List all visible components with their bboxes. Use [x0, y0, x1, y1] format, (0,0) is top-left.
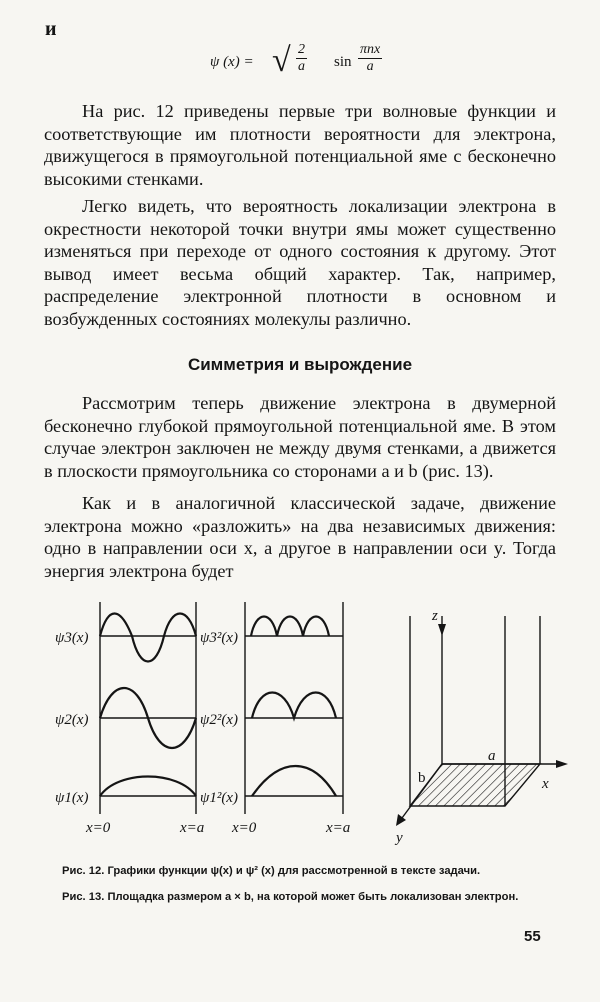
psisq1-curve	[252, 766, 336, 796]
caption-fig13: Рис. 13. Площадка размером a × b, на которой может быть локализован электрон.	[62, 891, 519, 903]
sqrt-symbol: √	[272, 42, 291, 79]
sqrt-numerator: 2	[298, 42, 305, 57]
paragraph-4: Как и в аналогичной классической задаче, движение электрона можно «разложить» на два независимых движения: одно в направлении оси x, а другое в направлении оси y. Тогда энергия электрона будет	[44, 493, 556, 581]
psi3-curve	[100, 614, 196, 662]
figures	[0, 596, 600, 846]
leading-word: и	[45, 18, 57, 40]
label-xa-left: x=a	[180, 820, 205, 836]
arg-denominator: a	[366, 59, 374, 74]
rectangle-area	[410, 764, 540, 806]
label-x0-right: x=0	[232, 820, 257, 836]
label-psi1: ψ1(x)	[55, 790, 89, 806]
label-psisq3: ψ3²(x)	[200, 630, 238, 646]
label-z-axis: z	[432, 608, 438, 624]
label-psisq1: ψ1²(x)	[200, 790, 238, 806]
label-psi3: ψ3(x)	[55, 630, 89, 646]
label-y-axis: y	[396, 830, 403, 846]
label-b: b	[418, 770, 426, 786]
caption-fig12: Рис. 12. Графики функции ψ(x) и ψ² (x) для рассмотренной в тексте задачи.	[62, 865, 481, 877]
label-psi2: ψ2(x)	[55, 712, 89, 728]
label-a: a	[488, 748, 496, 764]
paragraph-3: Рассмотрим теперь движение электрона в двумерной бесконечно глубокой прямоугольной потенциальной яме. В этом случае электрон заключен не между двумя стенками, а движется в плоскости прямоугольника со сторонами a и b (рис. 13).	[44, 393, 556, 481]
label-x0-left: x=0	[86, 820, 111, 836]
sin-argument	[358, 42, 382, 75]
sqrt-fraction	[296, 42, 307, 75]
label-xa-right: x=a	[326, 820, 351, 836]
formula-lhs: ψ (x) =	[210, 54, 254, 70]
arg-numerator: πnx	[360, 42, 381, 57]
sin-function: sin	[334, 54, 352, 70]
section-heading: Симметрия и вырождение	[187, 355, 413, 374]
page-number: 55	[524, 928, 541, 945]
wavefunction-formula	[210, 38, 410, 86]
label-x-axis: x	[542, 776, 549, 792]
paragraph-1: На рис. 12 приведены первые три волновые функции и соответствующие им плотности вероятности для электрона, движущегося в прямоугольной потенциальной яме с бесконечно высокими стенками.	[44, 101, 556, 189]
paragraph-2: Легко видеть, что вероятность локализации электрона в окрестности некоторой точки внутри ямы может существенно изменяться при переходе от одного состояния к другому. Этот вывод имеет весьма общий характер. Так, например, распределение электронной плотности в основном и возбужденных состояниях молекулы различно.	[44, 196, 556, 329]
psisq3-curve	[251, 617, 329, 637]
label-psisq2: ψ2²(x)	[200, 712, 238, 728]
z-arrow-icon	[438, 624, 446, 636]
psisq2-curve	[252, 693, 336, 719]
psi1-curve	[100, 777, 196, 797]
x-arrow-icon	[556, 760, 568, 768]
sqrt-denominator: a	[298, 59, 305, 74]
